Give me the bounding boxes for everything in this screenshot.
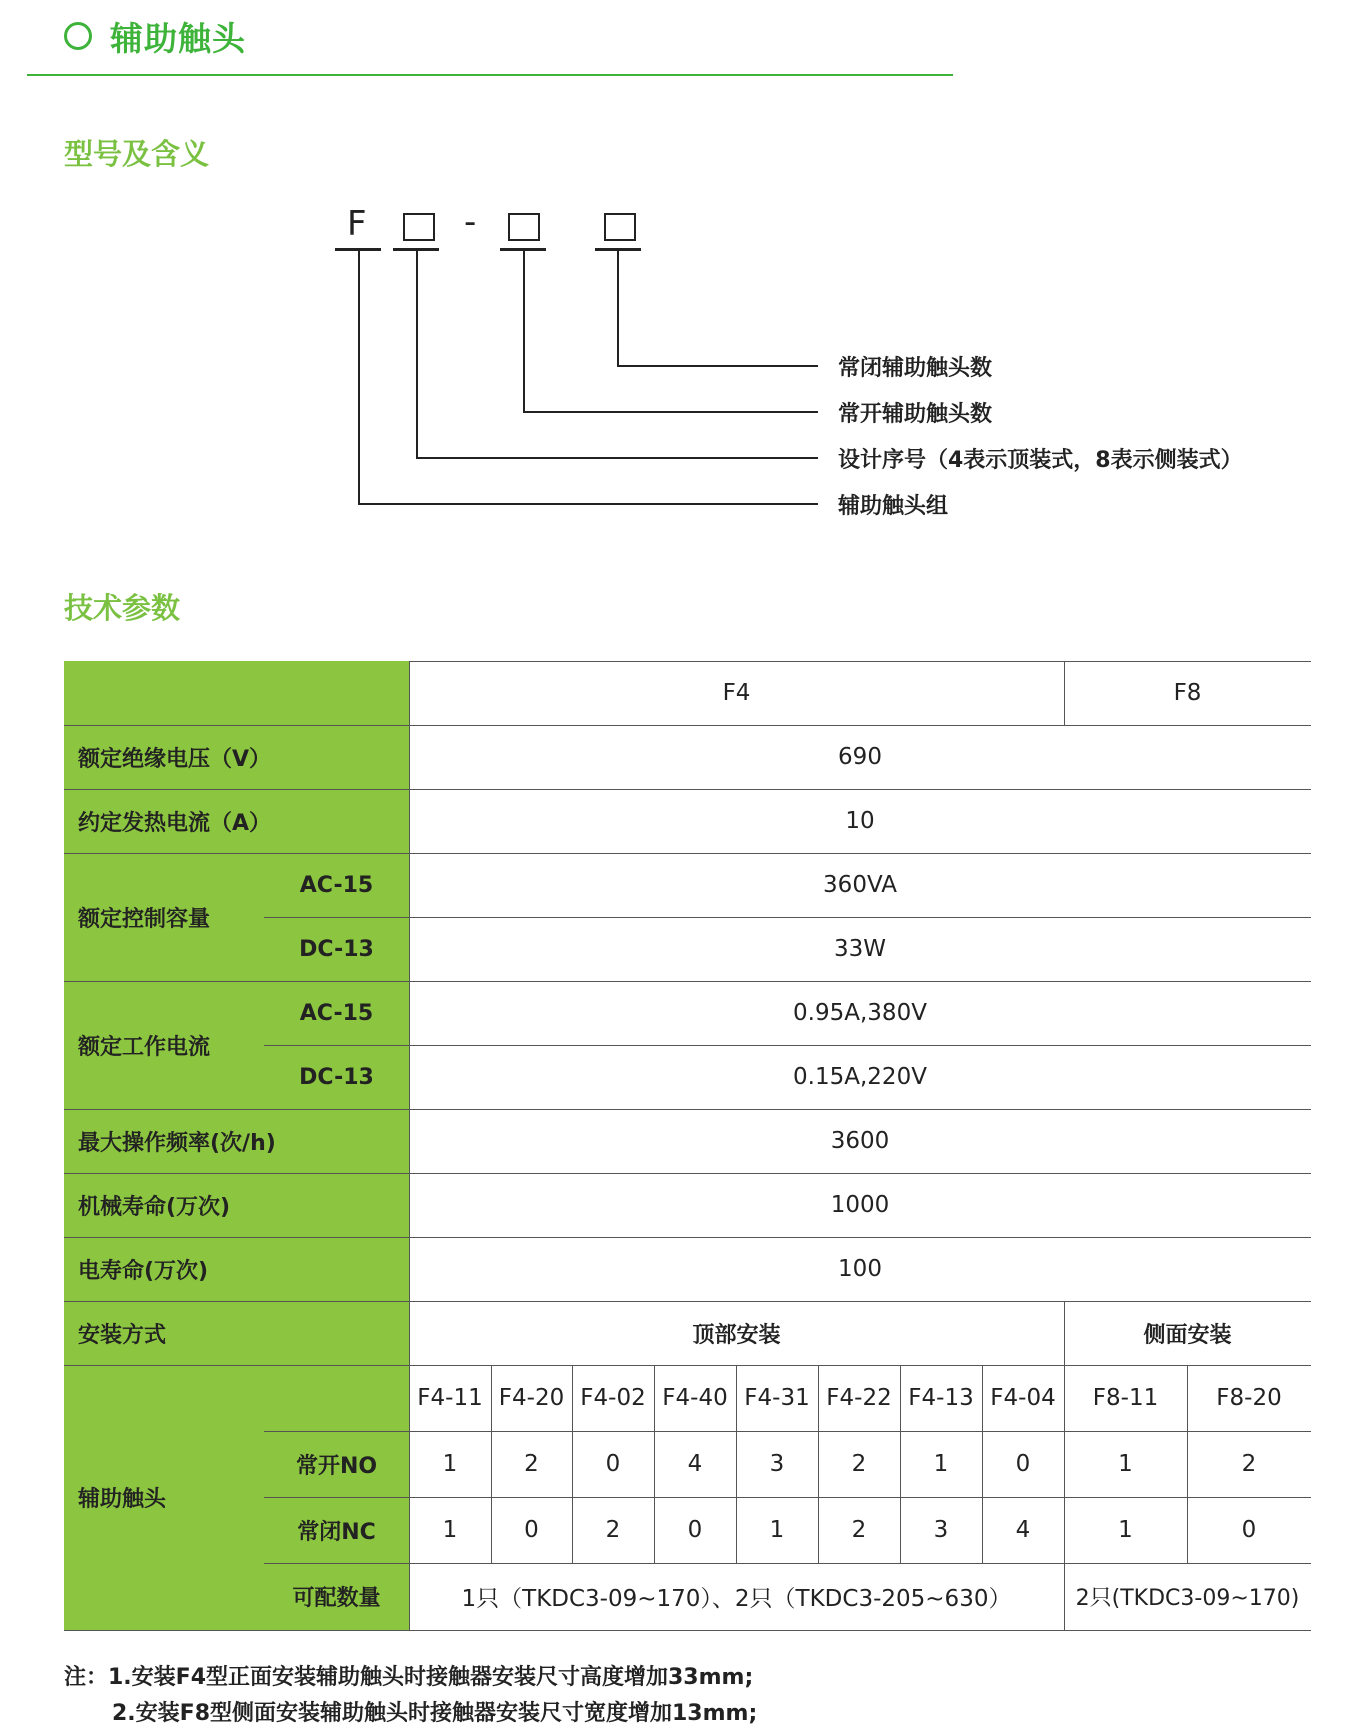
leader-no-h [523,411,818,413]
model-cell: F4-20 [498,1385,565,1411]
no-cell: 2 [1241,1451,1257,1477]
nc-cell: 1 [1118,1517,1133,1543]
value-thermal-current: 10 [845,808,875,834]
no-cell: 0 [605,1451,621,1477]
nc-cell: 2 [851,1517,867,1543]
model-cell: F4-31 [744,1385,810,1411]
nc-cell: 2 [605,1517,621,1543]
label-control-capacity: 额定控制容量 [78,906,211,932]
nc-cell: 3 [933,1517,949,1543]
no-cell: 0 [1015,1451,1031,1477]
code-box-nc [604,213,636,241]
value-elec-life: 100 [838,1256,882,1282]
nc-cell: 0 [1241,1517,1257,1543]
label-wc-ac15: AC-15 [299,1000,374,1026]
nc-cell: 0 [687,1517,703,1543]
no-cell: 3 [769,1451,785,1477]
value-mounting-top: 顶部安装 [692,1322,781,1348]
model-cell: F4-22 [826,1385,892,1411]
label-qty: 可配数量 [292,1586,381,1611]
leader-series-v [416,250,418,459]
label-wc-dc13: DC-13 [299,1064,374,1090]
head-f4: F4 [722,680,751,706]
value-max-frequency: 3600 [830,1128,890,1154]
header-divider [27,74,953,76]
leader-prefix-v [358,250,360,505]
leader-prefix-h [358,503,818,505]
model-cell: F4-11 [417,1385,483,1411]
note-2: 2.安装F8型侧面安装辅助触头时接触器安装尺寸宽度增加13mm; [112,1701,758,1726]
notes [64,1660,757,1732]
value-rated-insulation-voltage: 690 [838,744,882,770]
desc-nc-count: 常闭辅助触头数 [838,356,993,381]
no-cell: 1 [442,1451,458,1477]
label-cc-dc13: DC-13 [299,936,374,962]
code-box-series [403,213,435,241]
desc-design-serial: 设计序号（4表示顶装式，8表示侧装式） [838,448,1243,473]
model-cell: F8-11 [1092,1385,1159,1411]
no-cell: 2 [851,1451,867,1477]
no-cell: 1 [933,1451,949,1477]
leader-nc-h [617,365,818,367]
code-dash: - [464,202,477,242]
model-cell: F4-02 [580,1385,646,1411]
label-mounting: 安装方式 [78,1322,167,1348]
label-thermal-current: 约定发热电流（A） [78,810,272,836]
tech-params-table [64,661,1311,1631]
label-working-current: 额定工作电流 [78,1034,211,1060]
value-cc-dc13: 33W [833,936,886,962]
desc-no-count: 常开辅助触头数 [838,402,993,427]
head-f8: F8 [1173,680,1202,706]
nc-cell: 4 [1015,1517,1031,1543]
label-elec-life: 电寿命(万次) [78,1258,209,1284]
model-cell: F4-40 [662,1385,728,1411]
no-cell: 1 [1118,1451,1133,1477]
label-aux-contacts: 辅助触头 [78,1487,167,1512]
label-no: 常开NO [295,1453,378,1479]
label-cc-ac15: AC-15 [299,872,374,898]
no-cell: 4 [687,1451,703,1477]
desc-aux-group: 辅助触头组 [838,494,949,519]
value-mounting-side: 侧面安装 [1143,1322,1232,1348]
note-1: 注：1.安装F4型正面安装辅助触头时接触器安装尺寸高度增加33mm; [64,1665,754,1690]
value-cc-ac15: 360VA [823,872,897,898]
value-wc-ac15: 0.95A,380V [793,1000,927,1026]
nc-cell: 1 [442,1517,458,1543]
code-prefix: F [347,204,367,244]
leader-nc-v [617,250,619,367]
label-nc: 常闭NC [297,1519,376,1545]
label-mech-life: 机械寿命(万次) [78,1194,231,1220]
circle-icon [64,22,92,50]
page-title: 辅助触头 [110,18,246,58]
section-tech-title: 技术参数 [64,591,181,625]
nc-cell: 0 [524,1517,539,1543]
model-cell: F4-13 [908,1385,974,1411]
label-max-frequency: 最大操作频率(次/h) [78,1130,276,1156]
page-header [64,14,246,58]
qty-f4: 1只（TKDC3-09~170）、2只（TKDC3-205~630） [461,1586,1012,1612]
label-rated-insulation-voltage: 额定绝缘电压（V） [78,746,272,772]
model-cell: F4-04 [990,1385,1056,1411]
value-wc-dc13: 0.15A,220V [793,1064,927,1090]
nc-cell: 1 [769,1517,785,1543]
no-cell: 2 [524,1451,539,1477]
leader-series-h [416,457,818,459]
qty-f8: 2只(TKDC3-09~170) [1075,1586,1300,1611]
leader-no-v [523,250,525,413]
model-cell: F8-20 [1216,1385,1282,1411]
value-mech-life: 1000 [830,1192,890,1218]
section-model-title: 型号及含义 [64,137,210,171]
code-box-no [508,213,540,241]
